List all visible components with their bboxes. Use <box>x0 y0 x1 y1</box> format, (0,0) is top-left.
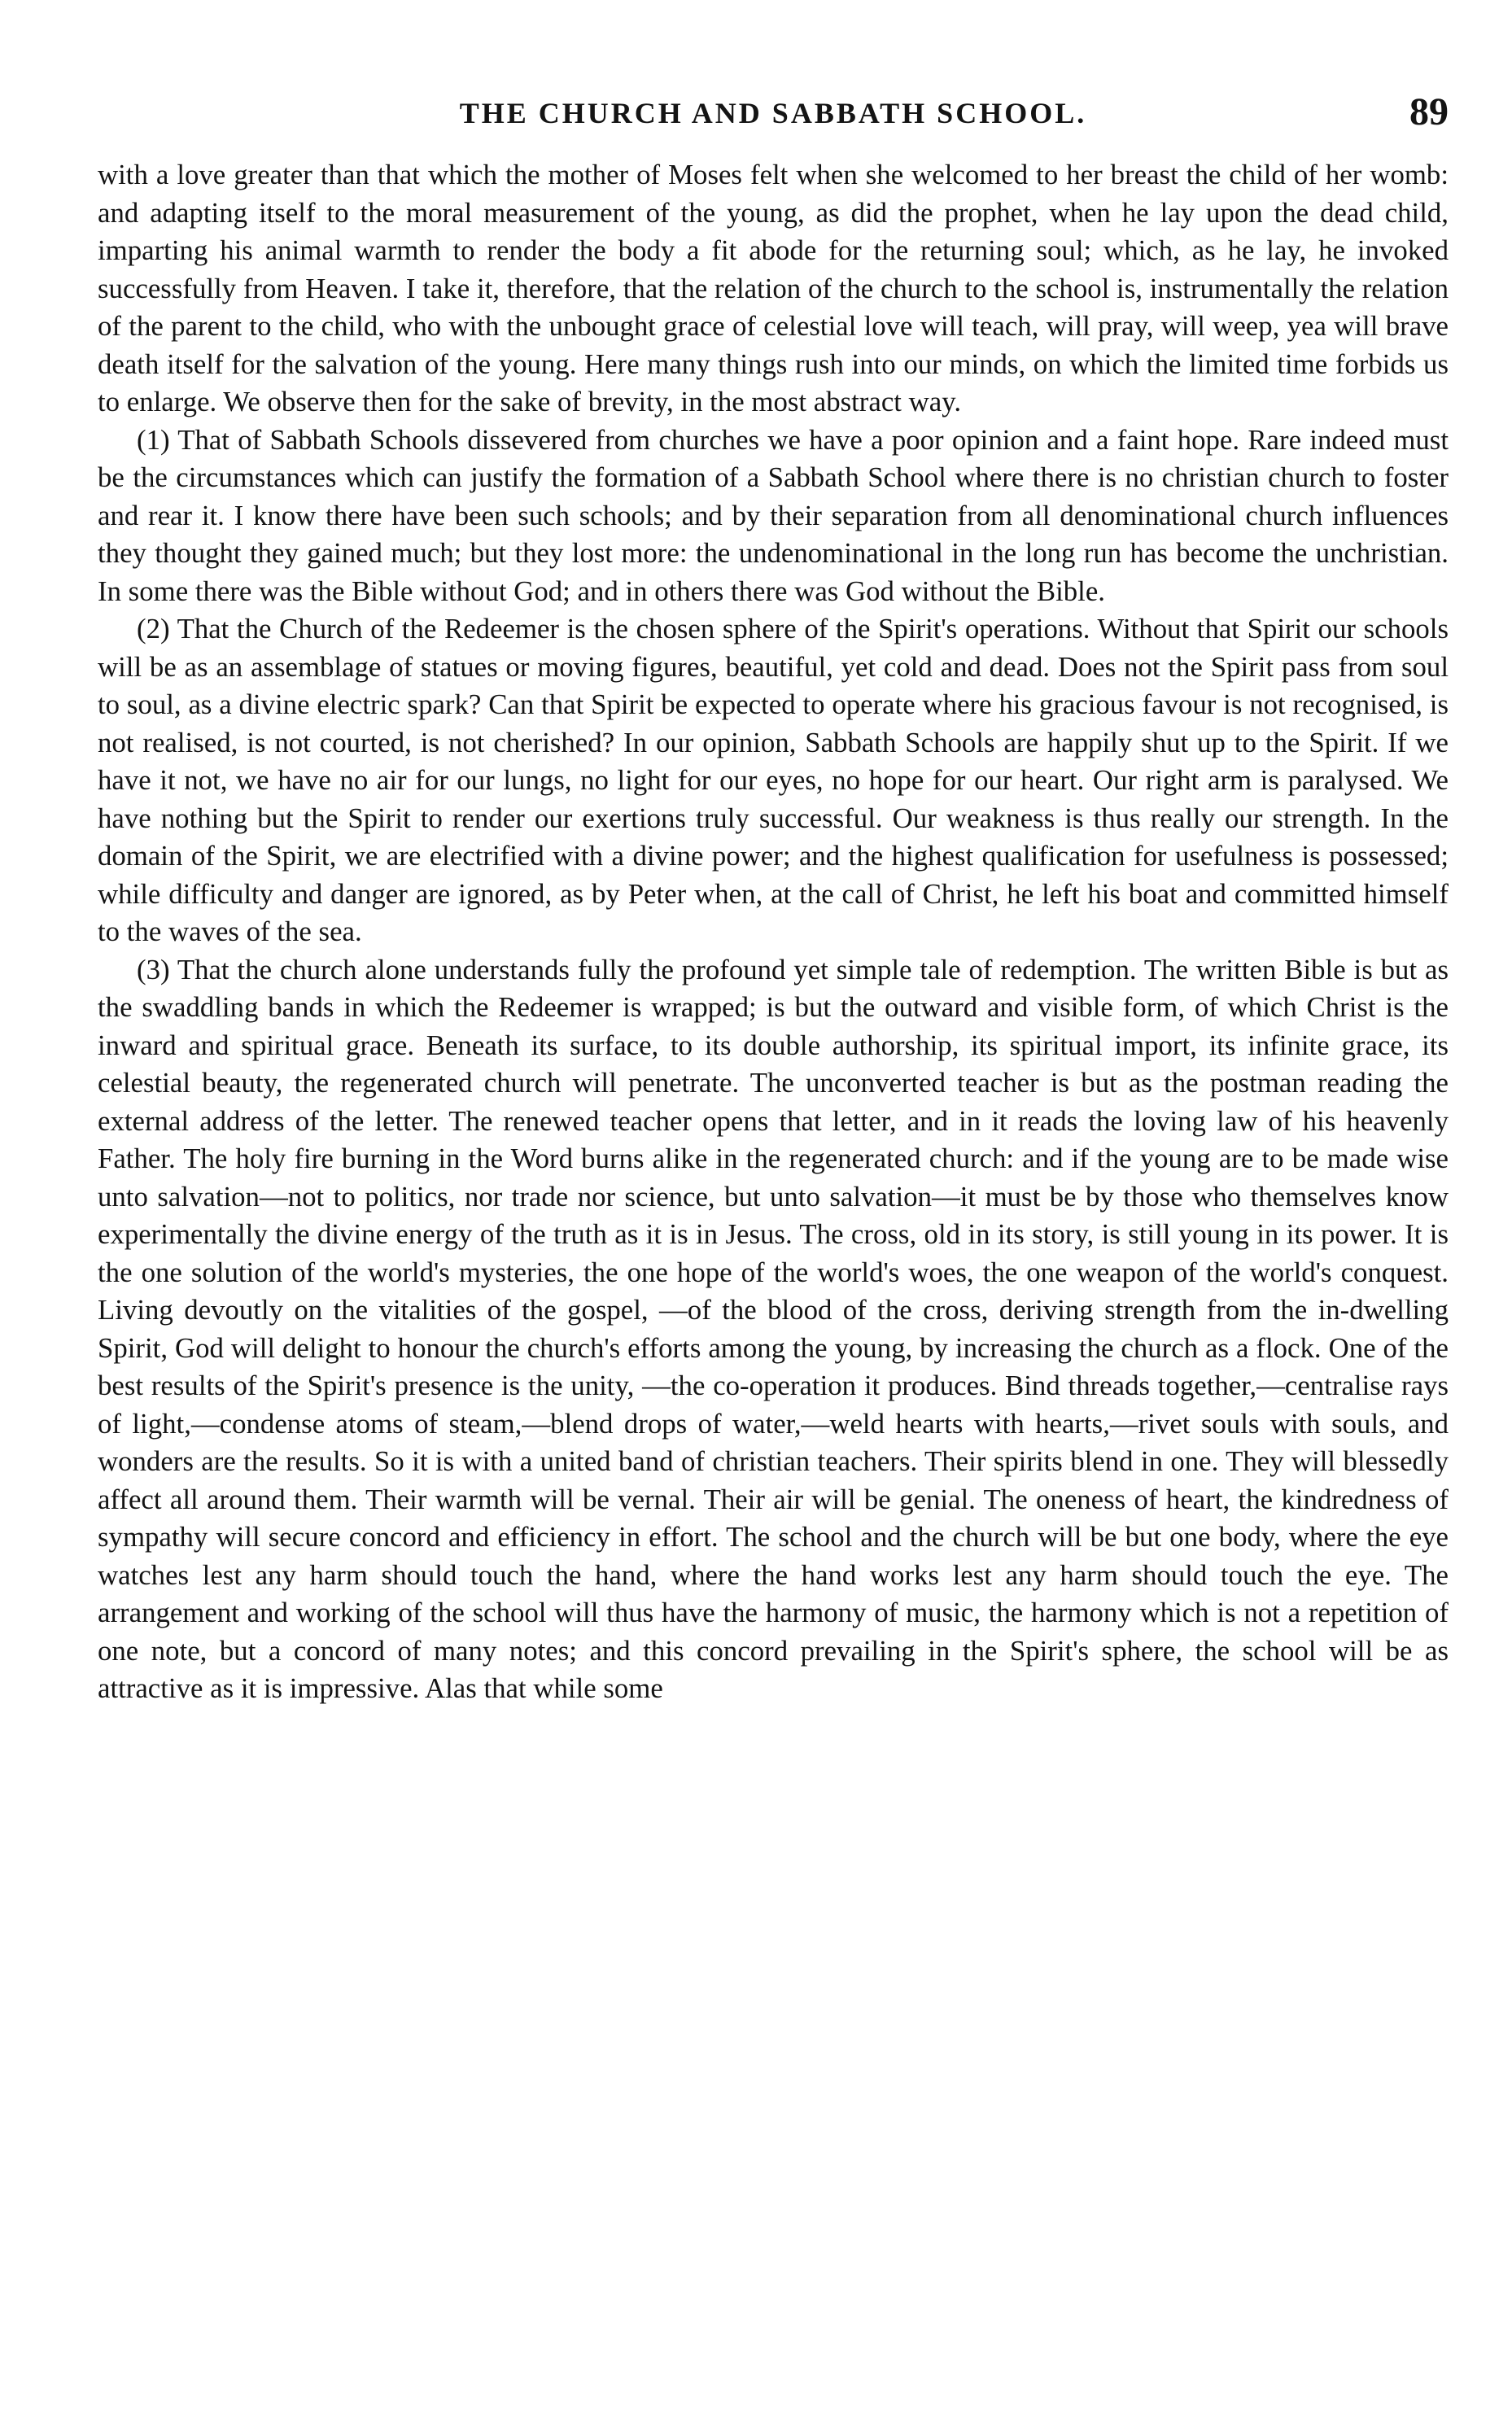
running-title: THE CHURCH AND SABBATH SCHOOL. <box>459 97 1087 129</box>
paragraph-point-3: (3) That the church alone understands fully the profound yet simple tale of redemption. The written Bible is but as the swaddling bands in which the Redeemer is wrapped; is but the outward and visible form, of which Christ is the inward and spiritual grace. Beneath its surface, to its double authorship, its spiritual import, its infinite grace, its celestial beauty, the regenerated church will penetrate. The unconverted teacher is but as the postman reading the external address of the letter. The renewed teacher opens that letter, and in it reads the loving law of his heavenly Father. The holy fire burning in the Word burns alike in the regenerated church: and if the young are to be made wise unto salvation—not to politics, nor trade nor science, but unto salvation—it must be by those who themselves know experimentally the divine energy of the truth as it is in Jesus. The cross, old in its story, is still young in its power. It is the one solution of the world's mysteries, the one hope of the world's woes, the one weapon of the world's conquest. Living devoutly on the vitalities of the gospel, —of the blood of the cross, deriving strength from the in-dwelling Spirit, God will delight to honour the church's efforts among the young, by increasing the church as a flock. One of the best results of the Spirit's presence is the unity, —the co-operation it produces. Bind threads together,—centralise rays of light,—condense atoms of steam,—blend drops of water,—weld hearts with hearts,—rivet souls with souls, and wonders are the results. So it is with a united band of christian teachers. Their spirits blend in one. They will blessedly affect all around them. Their warmth will be vernal. Their air will be genial. The oneness of heart, the kindredness of sympathy will secure concord and efficiency in effort. The school and the church will be but one body, where the eye watches lest any harm should touch the hand, where the hand works lest any harm should touch the eye. The arrangement and working of the school will thus have the harmony of music, the harmony which is not a repetition of one note, but a concord of many notes; and this concord prevailing in the Spirit's sphere, the school will be as attractive as it is impressive. Alas that while some <box>98 953 1449 1704</box>
body-text <box>98 156 1449 1708</box>
paragraph-continuation: with a love greater than that which the mother of Moses felt when she welcomed to her breast the child of her womb: and adapting itself to the moral measurement of the young, as did the prophet, when he lay upon the dead child, imparting his animal warmth to render the body a fit abode for the returning soul; which, as he lay, he invoked successfully from Heaven. I take it, therefore, that the relation of the church to the school is, instrumentally the relation of the parent to the child, who with the unbought grace of celestial love will teach, will pray, will weep, yea will brave death itself for the salvation of the young. Here many things rush into our minds, on which the limited time forbids us to enlarge. We observe then for the sake of brevity, in the most abstract way. <box>98 159 1449 417</box>
paragraph-point-2: (2) That the Church of the Redeemer is the chosen sphere of the Spirit's operations. Without that Spirit our schools will be as an assemblage of statues or moving figures, beautiful, yet cold and dead. Does not the Spirit pass from soul to soul, as a divine electric spark? Can that Spirit be expected to operate where his gracious favour is not recognised, is not realised, is not courted, is not cherished? In our opinion, Sabbath Schools are happily shut up to the Spirit. If we have it not, we have no air for our lungs, no light for our eyes, no hope for our heart. Our right arm is paralysed. We have nothing but the Spirit to render our exertions truly successful. Our weakness is thus really our strength. In the domain of the Spirit, we are electrified with a divine power; and the highest qualification for usefulness is possessed; while difficulty and danger are ignored, as by Peter when, at the call of Christ, he left his boat and committed himself to the waves of the sea. <box>98 613 1449 947</box>
page <box>98 90 1449 1708</box>
page-number: 89 <box>1409 90 1449 133</box>
running-head <box>98 90 1449 146</box>
paragraph-point-1: (1) That of Sabbath Schools dissevered from churches we have a poor opinion and a faint hope. Rare indeed must be the circumstances which can justify the formation of a Sabbath School where there is no christian church to foster and rear it. I know there have been such schools; and by their separation from all denominational church influences they thought they gained much; but they lost more: the undenominational in the long run has become the unchristian. In some there was the Bible without God; and in others there was God without the Bible. <box>98 423 1449 607</box>
